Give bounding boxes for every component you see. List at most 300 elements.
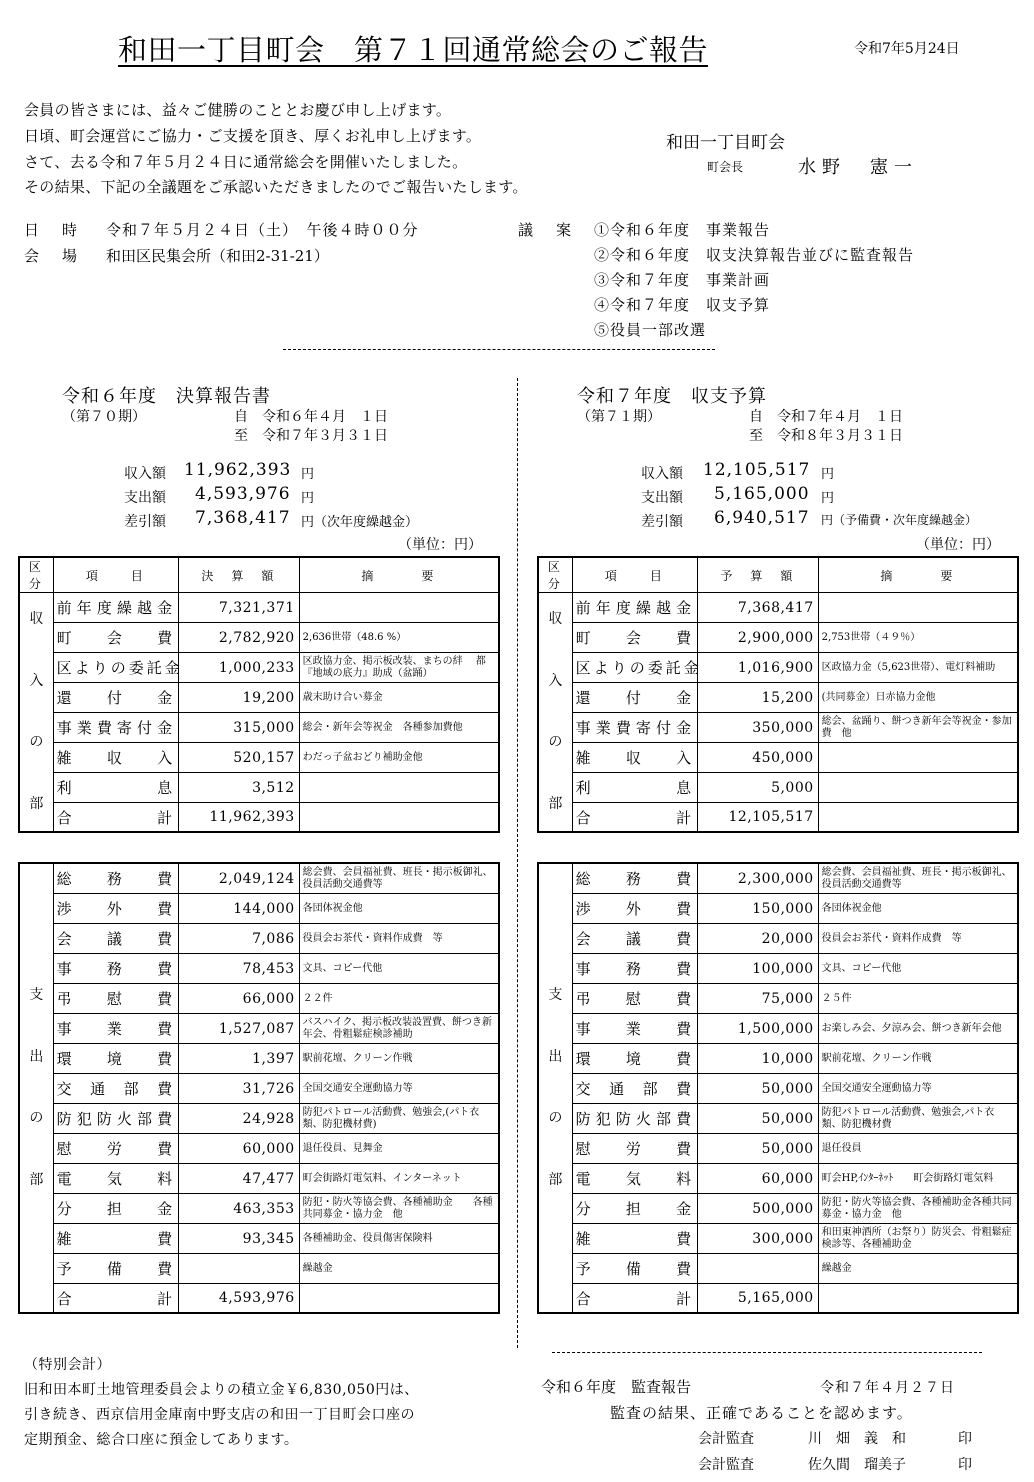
table-row <box>538 1044 1018 1074</box>
header-note: 摘 要 <box>299 557 499 593</box>
right-title: 令和７年度 収支予算 <box>577 386 767 407</box>
row-note: 退任役員、見舞金 <box>299 1134 499 1164</box>
row-item-text: 弔 慰 費 <box>56 990 176 1008</box>
row-note: 2,636世帯（48.6 %） <box>299 623 499 653</box>
row-note: 総会費、会員福祉費、班長・掲示板御礼、役員活動交通費等 <box>818 863 1018 894</box>
total-note <box>818 1284 1018 1314</box>
special-line-3: 定期預金、総合口座に預金してあります。 <box>24 1432 299 1448</box>
left-balance-label: 差引額 <box>124 514 166 530</box>
auditor-2-name: 佐久間 瑠美子 <box>808 1457 906 1473</box>
total-label-text: 合 計 <box>575 808 695 827</box>
row-item-text: 慰 労 費 <box>56 1140 176 1158</box>
row-amount: 450,000 <box>698 743 819 773</box>
row-item-text: 弔 慰 費 <box>575 990 695 1008</box>
category-label: 収 入 の 部 <box>19 593 53 833</box>
row-amount: 47,477 <box>179 1164 300 1194</box>
row-item <box>53 713 179 743</box>
left-income-table <box>18 556 500 833</box>
table-row <box>538 1074 1018 1104</box>
row-note: お楽しみ会、夕涼み会、餅つき新年会他 <box>818 1014 1018 1044</box>
row-item-text: 交 通 部 費 <box>56 1080 176 1098</box>
row-item-text: 雑 収 入 <box>575 749 695 767</box>
row-note: 和田東神酒所（お祭り）防災会、骨粗鬆症検診等、各種補助金 <box>818 1224 1018 1254</box>
table-total-row <box>538 803 1018 833</box>
venue-label: 会 場 <box>24 247 82 265</box>
row-item-text: 事 業 費 寄 付 金 <box>575 719 695 737</box>
row-item-text: 利 息 <box>575 779 695 797</box>
row-amount: 78,453 <box>179 954 300 984</box>
table-row <box>538 894 1018 924</box>
row-item <box>572 894 698 924</box>
total-amount: 12,105,517 <box>698 803 819 833</box>
total-label-text: 合 計 <box>56 1289 176 1308</box>
row-note: 防犯・防火等協会費、各種補助金各種共同募金・協力金 他 <box>818 1194 1018 1224</box>
left-income-label: 収入額 <box>124 466 166 482</box>
row-amount: 7,086 <box>179 924 300 954</box>
divider-top <box>283 349 715 350</box>
page-title: 和田一丁目町会 第７１回通常総会のご報告 <box>118 33 709 67</box>
row-amount: 50,000 <box>698 1074 819 1104</box>
audit-date: 令和７年４月２７日 <box>820 1380 955 1396</box>
row-item-text: 分 担 金 <box>575 1200 695 1218</box>
header-item: 項 目 <box>572 557 698 593</box>
auditor-2-seal: 印 <box>958 1457 972 1473</box>
left-period-from: 自 令和６年４月 １日 <box>234 409 388 425</box>
row-item <box>572 1104 698 1134</box>
table-row <box>19 1104 499 1134</box>
row-amount: 1,500,000 <box>698 1014 819 1044</box>
table-row <box>19 1254 499 1284</box>
table-row <box>19 1194 499 1224</box>
row-note: 防犯パトロール活動費、勉強会,パト衣類、防犯機材費 <box>818 1104 1018 1134</box>
sender-role: 町会長 <box>707 160 744 174</box>
row-item <box>53 743 179 773</box>
table-row <box>538 773 1018 803</box>
table-total-row <box>19 1284 499 1314</box>
right-balance-value: 6,940,517 <box>714 508 810 528</box>
auditor-1-seal: 印 <box>958 1431 972 1447</box>
row-amount: 315,000 <box>179 713 300 743</box>
table-row <box>538 593 1018 623</box>
auditor-1-name: 川 畑 義 和 <box>808 1431 906 1447</box>
row-item <box>53 984 179 1014</box>
row-item <box>53 683 179 713</box>
total-label <box>53 803 179 833</box>
meeting-venue: 和田区民集会所（和田2-31-21） <box>106 247 329 265</box>
row-item <box>572 713 698 743</box>
row-note <box>818 773 1018 803</box>
header-amount: 決 算 額 <box>179 557 300 593</box>
left-period-to: 至 令和７年３月３１日 <box>234 428 388 444</box>
row-item-text: 慰 労 費 <box>575 1140 695 1158</box>
left-title: 令和６年度 決算報告書 <box>62 386 271 407</box>
row-item-text: 予 備 費 <box>575 1260 695 1278</box>
table-total-row <box>538 1284 1018 1314</box>
row-item <box>53 1074 179 1104</box>
right-period-no: （第７１期） <box>577 409 661 425</box>
row-item <box>53 1014 179 1044</box>
table-row <box>538 954 1018 984</box>
row-note: 全国交通安全運動協力等 <box>299 1074 499 1104</box>
row-note: 全国交通安全運動協力等 <box>818 1074 1018 1104</box>
row-amount: 50,000 <box>698 1104 819 1134</box>
agenda-item-5: ⑤役員一部改選 <box>594 321 707 339</box>
table-row <box>19 1224 499 1254</box>
row-item-text: 防 犯 防 火 部 費 <box>575 1110 695 1128</box>
agenda-label: 議 案 <box>518 221 576 239</box>
row-item <box>572 743 698 773</box>
table-row <box>538 1104 1018 1134</box>
table-row <box>538 653 1018 683</box>
table-row <box>19 593 499 623</box>
row-item <box>53 954 179 984</box>
row-amount: 144,000 <box>179 894 300 924</box>
row-amount: 60,000 <box>698 1164 819 1194</box>
table-row <box>19 954 499 984</box>
row-note: 役員会お茶代・資料作成費 等 <box>818 924 1018 954</box>
row-amount: 350,000 <box>698 713 819 743</box>
table-row <box>538 863 1018 894</box>
audit-statement: 監査の結果、正確であることを認めます。 <box>610 1404 913 1422</box>
row-amount: 1,016,900 <box>698 653 819 683</box>
row-amount: 2,900,000 <box>698 623 819 653</box>
greeting-line-2: 日頃、町会運営にご協力・ご支援を頂き、厚くお礼申し上げます。 <box>24 127 482 145</box>
row-item <box>572 924 698 954</box>
row-amount: 10,000 <box>698 1044 819 1074</box>
row-note: 防犯・防火等協会費、各種補助金 各種共同募金・協力金 他 <box>299 1194 499 1224</box>
table-row <box>538 1164 1018 1194</box>
right-period-from: 自 令和７年４月 １日 <box>749 409 903 425</box>
table-row <box>538 924 1018 954</box>
row-note: 駅前花壇、クリーン作戦 <box>299 1044 499 1074</box>
table-row <box>538 683 1018 713</box>
category-label: 収 入 の 部 <box>538 593 572 833</box>
row-amount: 31,726 <box>179 1074 300 1104</box>
row-item <box>53 623 179 653</box>
row-item <box>572 683 698 713</box>
table-row <box>538 1014 1018 1044</box>
header-cat: 区分 <box>19 557 53 593</box>
row-item-text: 総 務 費 <box>575 870 695 888</box>
right-income-value: 12,105,517 <box>703 460 811 480</box>
row-note <box>299 773 499 803</box>
row-item-text: 電 気 料 <box>575 1170 695 1188</box>
left-period-no: （第７０期） <box>62 409 146 425</box>
right-period-to: 至 令和８年３月３１日 <box>749 428 903 444</box>
right-income-label: 収入額 <box>641 466 683 482</box>
row-note: 区政協力金、掲示板改装、まちの絆 都『地域の底力』助成（盆踊） <box>299 653 499 683</box>
left-expense-table <box>18 862 500 1314</box>
header-amount: 予 算 額 <box>698 557 819 593</box>
row-item-text: 交 通 部 費 <box>575 1080 695 1098</box>
left-income-unit: 円 <box>301 467 315 482</box>
row-item <box>572 1164 698 1194</box>
divider-center <box>517 378 518 1348</box>
row-item-text: 分 担 金 <box>56 1200 176 1218</box>
total-label-text: 合 計 <box>575 1289 695 1308</box>
row-item <box>572 984 698 1014</box>
row-note: 役員会お茶代・資料作成費 等 <box>299 924 499 954</box>
table-header-row <box>538 557 1018 593</box>
row-amount: 1,000,233 <box>179 653 300 683</box>
row-amount: 1,397 <box>179 1044 300 1074</box>
row-item <box>572 863 698 894</box>
table-row <box>19 984 499 1014</box>
left-balance-unit: 円（次年度繰越金） <box>301 515 419 530</box>
sender-name: 水野 憲一 <box>798 157 918 178</box>
left-unit-note: （単位：円） <box>398 537 482 553</box>
row-item-text: 区 よ り の 委 託 金 <box>56 659 183 677</box>
row-item-text: 会 議 費 <box>575 930 695 948</box>
row-note: 防犯パトロール活動費、勉強会,(パト衣類、防犯機材費) <box>299 1104 499 1134</box>
row-amount: 50,000 <box>698 1134 819 1164</box>
left-expense-unit: 円 <box>301 491 315 506</box>
right-expense-value: 5,165,000 <box>714 484 810 504</box>
row-note: 退任役員 <box>818 1134 1018 1164</box>
row-item-text: 利 息 <box>56 779 176 797</box>
row-item <box>53 1164 179 1194</box>
row-amount: 100,000 <box>698 954 819 984</box>
row-note: 総会費、会員福祉費、班長・掲示板御礼、役員活動交通費等 <box>299 863 499 894</box>
row-item-text: 町 会 費 <box>56 629 176 647</box>
row-item-text: 雑 費 <box>56 1230 176 1248</box>
row-item-text: 総 務 費 <box>56 870 176 888</box>
row-item <box>53 894 179 924</box>
table-row <box>19 894 499 924</box>
row-note: 駅前花壇、クリーン作戦 <box>818 1044 1018 1074</box>
total-label <box>572 1284 698 1314</box>
row-note: 総会・新年会等祝金 各種参加費他 <box>299 713 499 743</box>
row-amount: 20,000 <box>698 924 819 954</box>
left-expense-value: 4,593,976 <box>195 484 291 504</box>
row-note <box>299 593 499 623</box>
row-item <box>53 1134 179 1164</box>
total-amount: 4,593,976 <box>179 1284 300 1314</box>
greeting-line-1: 会員の皆さまには、益々ご健勝のこととお慶び申し上げます。 <box>24 101 452 119</box>
table-row <box>538 1134 1018 1164</box>
table-row <box>19 713 499 743</box>
row-item-text: 前 年 度 繰 越 金 <box>575 599 695 617</box>
row-amount: 2,782,920 <box>179 623 300 653</box>
row-item-text: 前 年 度 繰 越 金 <box>56 599 176 617</box>
row-item <box>53 1104 179 1134</box>
right-balance-unit: 円（予備費・次年度繰越金） <box>821 513 978 527</box>
table-row <box>19 1134 499 1164</box>
meeting-datetime: 令和７年５月２４日（土） 午後４時００分 <box>106 221 419 239</box>
row-item <box>53 863 179 894</box>
row-amount: 24,928 <box>179 1104 300 1134</box>
row-amount <box>179 1254 300 1284</box>
row-amount: 93,345 <box>179 1224 300 1254</box>
table-row <box>19 623 499 653</box>
agenda-item-2: ②令和６年度 収支決算報告並びに監査報告 <box>594 246 915 264</box>
divider-audit <box>552 1352 982 1353</box>
row-item-text: 渉 外 費 <box>575 900 695 918</box>
row-note: 歳末助け合い募金 <box>299 683 499 713</box>
table-row <box>538 1224 1018 1254</box>
row-item <box>53 1224 179 1254</box>
category-label: 支 出 の 部 <box>538 863 572 1313</box>
row-item <box>572 773 698 803</box>
row-amount: 7,368,417 <box>698 593 819 623</box>
table-row <box>19 743 499 773</box>
row-amount: 300,000 <box>698 1224 819 1254</box>
greeting-line-4: その結果、下記の全議題をご承認いただきましたのでご報告いたします。 <box>24 178 528 196</box>
right-balance-label: 差引額 <box>641 514 683 530</box>
row-amount: 75,000 <box>698 984 819 1014</box>
header-item: 項 目 <box>53 557 179 593</box>
row-note: わだっ子盆おどり補助金他 <box>299 743 499 773</box>
total-note <box>299 803 499 833</box>
row-item <box>572 623 698 653</box>
row-item-text: 予 備 費 <box>56 1260 176 1278</box>
total-note <box>818 803 1018 833</box>
sender-org: 和田一丁目町会 <box>666 133 785 153</box>
agenda-item-3: ③令和７年度 事業計画 <box>594 271 771 289</box>
table-row <box>19 653 499 683</box>
left-balance-value: 7,368,417 <box>195 508 291 528</box>
right-expense-label: 支出額 <box>641 490 683 506</box>
row-item-text: 町 会 費 <box>575 629 695 647</box>
row-item <box>572 1134 698 1164</box>
auditor-2-role: 会計監査 <box>698 1457 754 1473</box>
right-unit-note: （単位：円） <box>916 537 1000 553</box>
agenda-item-4: ④令和７年度 収支予算 <box>594 296 771 314</box>
agenda-item-1: ①令和６年度 事業報告 <box>594 221 771 239</box>
row-amount: 5,000 <box>698 773 819 803</box>
left-expense-label: 支出額 <box>124 490 166 506</box>
row-item-text: 事 業 費 <box>575 1020 695 1038</box>
left-income-value: 11,962,393 <box>184 460 292 480</box>
row-amount: 520,157 <box>179 743 300 773</box>
total-amount: 11,962,393 <box>179 803 300 833</box>
row-item-text: 電 気 料 <box>56 1170 176 1188</box>
row-item <box>572 954 698 984</box>
row-item <box>53 924 179 954</box>
table-row <box>19 1074 499 1104</box>
total-label <box>572 803 698 833</box>
row-note: 各団体祝金他 <box>818 894 1018 924</box>
table-row <box>19 683 499 713</box>
row-note: (共同募金）日赤協力金他 <box>818 683 1018 713</box>
table-row <box>19 1014 499 1044</box>
special-title: （特別会計） <box>24 1357 111 1373</box>
category-label: 支 出 の 部 <box>19 863 53 1313</box>
row-note <box>818 743 1018 773</box>
table-row <box>538 743 1018 773</box>
table-row <box>19 773 499 803</box>
row-amount: 463,353 <box>179 1194 300 1224</box>
row-note: 町会HP,ｲﾝﾀｰﾈｯﾄ 町会街路灯電気料 <box>818 1164 1018 1194</box>
row-item-text: 還 付 金 <box>575 689 695 707</box>
header-cat: 区分 <box>538 557 572 593</box>
row-item <box>53 1194 179 1224</box>
row-note: バスハイク、掲示板改装設置費、餅つき新年会、骨粗鬆症検診補助 <box>299 1014 499 1044</box>
table-total-row <box>19 803 499 833</box>
row-amount: 60,000 <box>179 1134 300 1164</box>
row-item-text: 防 犯 防 火 部 費 <box>56 1110 176 1128</box>
row-item <box>53 1254 179 1284</box>
total-label-text: 合 計 <box>56 808 176 827</box>
row-amount: 2,049,124 <box>179 863 300 894</box>
table-row <box>538 984 1018 1014</box>
table-header-row <box>19 557 499 593</box>
special-line-2: 引き続き、西京信用金庫南中野支店の和田一丁目町会口座の <box>24 1407 415 1423</box>
row-amount: 500,000 <box>698 1194 819 1224</box>
auditor-1-role: 会計監査 <box>698 1431 754 1447</box>
row-note <box>818 593 1018 623</box>
row-item <box>53 1044 179 1074</box>
row-amount: 1,527,087 <box>179 1014 300 1044</box>
right-income-unit: 円 <box>821 467 835 482</box>
table-row <box>538 713 1018 743</box>
row-note: 2,753世帯（４９％） <box>818 623 1018 653</box>
row-note: 各団体祝金他 <box>299 894 499 924</box>
row-item <box>53 773 179 803</box>
table-row <box>19 924 499 954</box>
total-amount: 5,165,000 <box>698 1284 819 1314</box>
row-amount: 15,200 <box>698 683 819 713</box>
row-note: 総会、盆踊り、餅つき新年会等祝金・参加費 他 <box>818 713 1018 743</box>
row-amount <box>698 1254 819 1284</box>
table-row <box>538 1194 1018 1224</box>
row-item-text: 渉 外 費 <box>56 900 176 918</box>
table-row <box>19 1044 499 1074</box>
row-item-text: 雑 費 <box>575 1230 695 1248</box>
row-note: ２２件 <box>299 984 499 1014</box>
row-item <box>572 1254 698 1284</box>
table-row <box>19 1164 499 1194</box>
row-item <box>572 1044 698 1074</box>
right-income-table <box>537 556 1019 833</box>
special-line-1: 旧和田本町土地管理委員会よりの積立金￥6,830,050円は、 <box>24 1382 419 1398</box>
header-note: 摘 要 <box>818 557 1018 593</box>
row-item-text: 環 境 費 <box>575 1050 695 1068</box>
row-note: 文具、コピー代他 <box>818 954 1018 984</box>
right-expense-unit: 円 <box>821 491 835 506</box>
row-item-text: 還 付 金 <box>56 689 176 707</box>
row-item <box>572 1194 698 1224</box>
row-amount: 2,300,000 <box>698 863 819 894</box>
row-amount: 66,000 <box>179 984 300 1014</box>
row-amount: 7,321,371 <box>179 593 300 623</box>
row-item-text: 雑 収 入 <box>56 749 176 767</box>
row-item-text: 事 務 費 <box>56 960 176 978</box>
row-note: 文具、コピー代他 <box>299 954 499 984</box>
row-item-text: 区 よ り の 委 託 金 <box>575 659 702 677</box>
row-note: 繰越金 <box>299 1254 499 1284</box>
row-item-text: 事 業 費 寄 付 金 <box>56 719 176 737</box>
row-note: 各種補助金、役員傷害保険料 <box>299 1224 499 1254</box>
row-amount: 19,200 <box>179 683 300 713</box>
row-item-text: 環 境 費 <box>56 1050 176 1068</box>
row-item-text: 事 業 費 <box>56 1020 176 1038</box>
row-item <box>572 1224 698 1254</box>
row-note: 区政協力金（5,623世帯）、電灯料補助 <box>818 653 1018 683</box>
row-item-text: 事 務 費 <box>575 960 695 978</box>
row-amount: 3,512 <box>179 773 300 803</box>
total-label <box>53 1284 179 1314</box>
row-item <box>572 1014 698 1044</box>
table-row <box>538 623 1018 653</box>
right-expense-table <box>537 862 1019 1314</box>
row-item <box>572 653 702 683</box>
greeting-line-3: さて、去る令和７年５月２４日に通常総会を開催いたしました。 <box>24 153 468 171</box>
row-item-text: 会 議 費 <box>56 930 176 948</box>
total-note <box>299 1284 499 1314</box>
row-item <box>572 1074 698 1104</box>
row-note: 町会街路灯電気料、インターネット <box>299 1164 499 1194</box>
